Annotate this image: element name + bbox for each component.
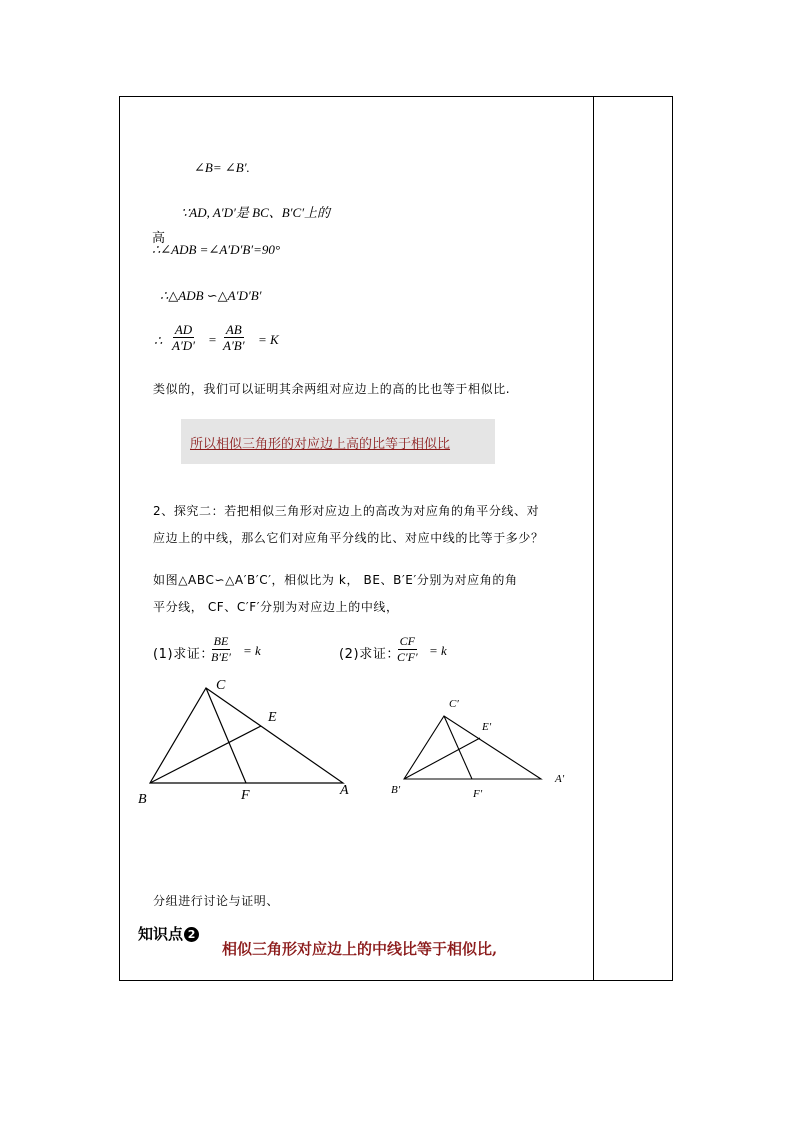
label-f-prime: F′ <box>473 788 483 800</box>
ratio-ab-denominator: A′B′ <box>223 338 245 353</box>
prove-1-denominator: B′E′ <box>211 650 231 664</box>
proof-line-altitudes-end: 高 <box>152 231 166 246</box>
triangle-a1b1c1-figure <box>385 690 575 805</box>
explore-line-2: 应边上的中线，那么它们对应角平分线的比、对应中线的比等于多少？ <box>153 531 544 545</box>
ratio-ad-numerator: AD <box>174 322 193 337</box>
knowledge-point-number: 2 <box>184 927 199 942</box>
prove-2-label: (2)求证： <box>339 647 401 662</box>
proof-line-right-angles: ∴∠ADB =∠A′D′B′=90° <box>152 242 281 257</box>
prove-2-numerator: CF <box>399 634 415 648</box>
ratio-ab <box>221 322 247 353</box>
conclusion-highlight-text: 所以相似三角形的对应边上高的比等于相似比 <box>190 437 451 452</box>
label-e-prime: E′ <box>482 721 492 733</box>
proof-line-angle-b: ∠B= ∠B′. <box>194 160 250 175</box>
prove-2-equals-k: = k <box>429 643 447 658</box>
label-c-prime: C′ <box>449 698 459 710</box>
triangle-a1b1c1 <box>404 716 541 779</box>
knowledge-point-title <box>138 923 199 944</box>
ratio-ad <box>170 322 197 353</box>
prove-2-denominator: C′F′ <box>397 650 418 664</box>
label-a: A <box>340 783 349 798</box>
label-c: C <box>216 678 226 693</box>
proof-conclusion-text: 类似的，我们可以证明其余两组对应边上的高的比也等于相似比. <box>153 382 511 396</box>
ratio-ab-numerator: AB <box>225 322 242 337</box>
knowledge-point-text: 相似三角形对应边上的中线比等于相似比, <box>222 940 498 958</box>
triangle-abc-figure <box>130 670 370 815</box>
explore-line-3: 如图△ABC∽△A′B′C′，相似比为 k， BE、B′E′分别为对应角的角 <box>153 573 518 587</box>
equals-sign: = <box>208 332 217 347</box>
prove-1-label: (1)求证： <box>153 647 215 662</box>
equals-k: = K <box>258 332 279 347</box>
prove-1-numerator: BE <box>213 634 229 648</box>
label-a-prime: A′ <box>555 773 565 785</box>
proof-line-altitudes: ∵AD, A′D′是 BC、B′C′上的 <box>181 205 331 220</box>
prove-1-equals-k: = k <box>243 643 261 658</box>
prove-2-fraction <box>395 634 420 665</box>
label-b-prime: B′ <box>391 784 401 796</box>
knowledge-point-label: 知识点 <box>138 925 184 943</box>
therefore-symbol: ∴ <box>154 333 163 348</box>
explore-line-4: 平分线， CF、C′F′分别为对应边上的中线， <box>153 600 399 614</box>
prove-1-fraction <box>209 634 233 665</box>
label-b: B <box>138 792 147 807</box>
explore-line-1: 2、探究二：若把相似三角形对应边上的高改为对应角的角平分线、对 <box>153 504 540 518</box>
label-f: F <box>241 788 250 803</box>
ratio-ad-denominator: A′D′ <box>172 338 196 353</box>
bisector-b1e1 <box>404 738 480 779</box>
column-divider <box>593 96 594 981</box>
proof-line-similar: ∴△ADB ∽△A′D′B′ <box>160 288 262 303</box>
label-e: E <box>268 710 277 725</box>
discuss-text: 分组进行讨论与证明、 <box>153 894 280 908</box>
